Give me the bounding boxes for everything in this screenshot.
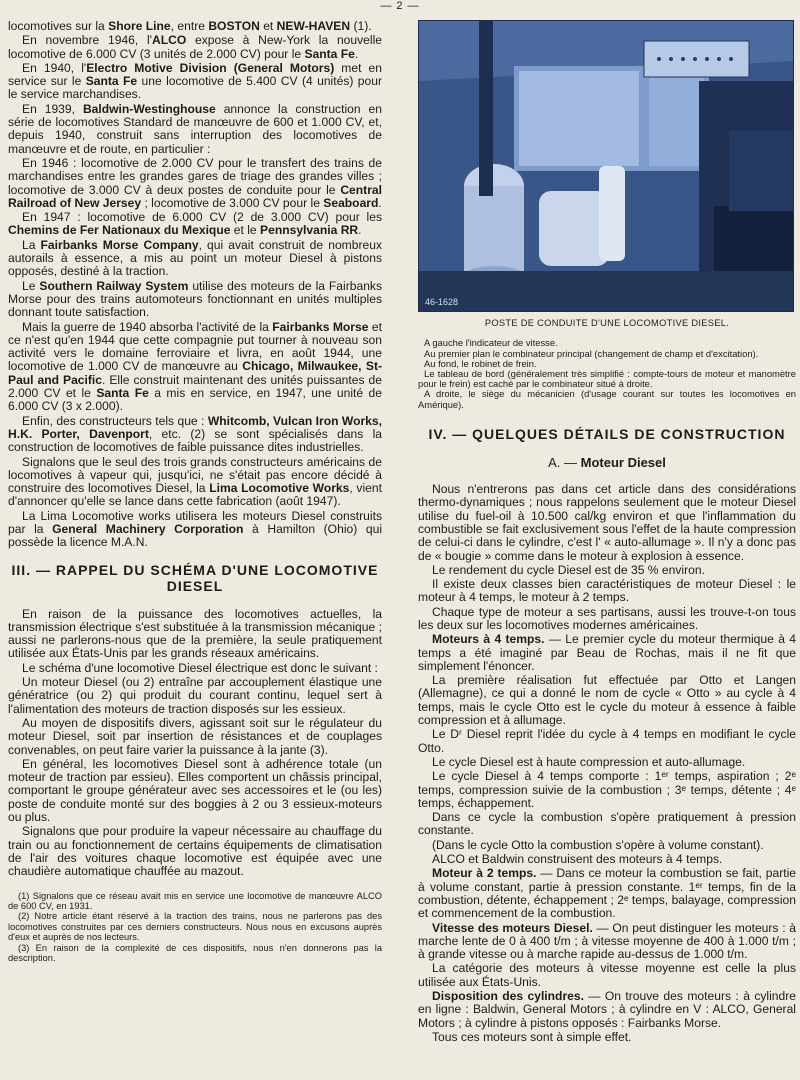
bold-run: Lima Locomotive Works	[209, 481, 350, 496]
caption-note: A droite, le siège du mécanicien (d'usage courant sur toutes les locomotives en Amérique).	[418, 388, 796, 410]
footnote: (1) Signalons que ce réseau avait mis en service une locomotive de manœuvre ALCO de 600 CV, en 1931.	[8, 890, 382, 911]
text-run: — On peut distinguer les moteurs : à marche lente de 0 à 400 t/m ; à vitesse moyenne de 400 à 1.000 t/m ; à grande vitesse ou à marche rapide au-dessus de 1.000 t/m.	[418, 920, 796, 962]
bold-run: Southern Railway System	[39, 278, 189, 293]
text-run: et ce n'est qu'en 1944 que cette compagnie put tourner à nouveau son activité vers le domaine ferroviaire et livra, en août 1944, une locomotive de 1.000 CV de manœuvre au	[8, 319, 382, 374]
paragraph	[8, 34, 382, 61]
text-run: (Dans le cycle Otto la combustion s'opère à volume constant).	[432, 837, 764, 852]
text-run: une locomotive de 5.400 CV (4 unités) pour le service marchandises.	[8, 74, 382, 102]
text-run: — Le premier cycle du moteur thermique à 4 temps a été imaginé par Beau de Rochas, mais il ne fit que simplement l'énoncer.	[418, 632, 797, 673]
paragraph	[8, 157, 382, 210]
text-run: En 1940, l'	[22, 60, 87, 75]
text-run: . Elle construit maintenant des unités puissantes de 2.000 CV et le	[8, 372, 382, 401]
text-run: , etc. (2) se sont spécialisés dans la construction de locomotives de faible puissance dites industrielles.	[8, 426, 383, 455]
section-3-paragraphs	[8, 608, 382, 879]
bold-run: Santa Fe	[304, 46, 355, 61]
right-column	[418, 20, 796, 1045]
text-run: utilise des moteurs de la Fairbanks Morse pour des trains automoteurs fonctionnant en unités multiples donnant toute satisfaction.	[8, 278, 383, 320]
section-3-heading: III. — RAPPEL DU SCHÉMA D'UNE LOCOMOTIVE DIESEL	[11, 561, 379, 594]
text-run: La Lima Locomotive works utilisera les moteurs Diesel construits par la	[8, 508, 382, 536]
text-run: .	[378, 195, 382, 210]
paragraph	[8, 211, 382, 238]
paragraph	[418, 962, 796, 989]
text-run: Au moyen de dispositifs divers, agissant soit sur le régulateur du moteur Diesel, soit par insertion de résistances et de couplages convenables, on peut faire varier la puissance à la jante (3).	[8, 715, 382, 757]
text-run: Signalons que pour produire la vapeur nécessaire au chauffage du train ou au fonctionnement de certains équipements de climatisation de l'air des voitures chaque locomotive est équipée avec une chaudière automatique chauffée au mazout.	[8, 824, 382, 879]
text-run: Dans ce cycle la combustion s'opère pratiquement à pression constante.	[418, 810, 796, 838]
bold-run: ALCO	[151, 33, 187, 48]
text-run: ALCO et Baldwin construisent des moteurs à 4 temps.	[432, 852, 723, 867]
section-4-paragraphs	[418, 483, 796, 1044]
paragraph	[418, 839, 796, 852]
paragraph	[418, 606, 796, 633]
text-run: expose à New-York la nouvelle locomotive de 6.000 CV (3 unités de 2.000 CV) pour le	[8, 33, 382, 61]
bold-run: Central Railroad of New Jersey	[8, 182, 382, 210]
cab-illustration	[419, 21, 793, 311]
subsection-a-prefix: A. —	[548, 454, 578, 470]
paragraph	[8, 825, 382, 878]
text-run: Le schéma d'une locomotive Diesel électrique est donc le suivant :	[22, 660, 378, 675]
paragraph	[418, 728, 796, 755]
text-run: En novembre 1946, l'	[22, 33, 152, 48]
photo-label: 46-1628	[425, 297, 459, 307]
paragraph	[8, 510, 382, 550]
text-run: Enfin, des constructeurs tels que :	[22, 413, 208, 428]
text-run: Nous n'entrerons pas dans cet article dans des considérations thermo-dynamiques ; nous rappelons seulement que le moteur Diesel utilise du fuel-oil à 10.500 cal/kg environ et que l'inflammation du combustible se fait exclusivement sous l'effet de la haute compression de celui-ci dans le cylindre, c'est l' « auto-allumage ». Il n'y a donc pas de « bougie » comme dans le moteur à explosion à essence.	[418, 482, 796, 563]
text-run: Le cycle Diesel est à haute compression et auto-allumage.	[432, 754, 746, 769]
paragraph	[8, 717, 382, 757]
paragraph	[418, 867, 796, 920]
photo-caption: POSTE DE CONDUITE D'UNE LOCOMOTIVE DIESEL.	[484, 318, 730, 328]
paragraph	[418, 770, 796, 810]
bold-run: Seaboard	[323, 195, 379, 210]
caption-note: Au fond, le robinet de frein.	[424, 357, 537, 369]
text-run: (1).	[350, 19, 372, 33]
text-run: à Hamilton (Ohio) qui possède la licence M.A.N.	[8, 521, 382, 550]
bold-run: Santa Fe	[96, 386, 149, 401]
text-run: Un moteur Diesel (ou 2) entraîne par accouplement élastique une génératrice (ou 2) qui produit du courant continu, lequel sert à l'alimentation des moteurs de traction disposés sur les essieux.	[8, 675, 382, 716]
paragraph	[8, 280, 382, 320]
text-run: a mis en service, en 1947, une unité de 6.000 CV (3 x 2.000).	[8, 386, 382, 414]
paragraph	[8, 676, 382, 716]
caption-note: A gauche l'indicateur de vitesse.	[424, 337, 558, 349]
paragraph	[418, 756, 796, 769]
bold-run: Chicago, Milwaukee, St-Paul and Pacific	[8, 359, 382, 387]
bold-run: General Machinery Corporation	[52, 521, 244, 536]
text-run: Le	[22, 278, 40, 293]
text-run: met en service sur le	[8, 60, 382, 89]
paragraph	[8, 239, 382, 279]
paragraph	[418, 674, 796, 727]
page-number: — 2 —	[380, 0, 420, 12]
subsection-a-heading	[418, 456, 796, 469]
text-run: — Dans ce moteur la combustion se fait, partie à volume constant, partie à pression constante. 1ᵉʳ temps, fin de la combustion, détente, échappement ; 2ᵉ temps, balayage, compression et commencement de la combustion.	[418, 866, 796, 921]
paragraph	[418, 811, 796, 838]
locomotive-cab-photo	[418, 20, 794, 312]
text-run: En général, les locomotives Diesel sont à adhérence totale (un moteur de traction par essieu). Elles comportent un châssis principal, comportant le groupe générateur avec ses accessoires et le (ou les) poste de conduite monté sur des boggies à 2 ou 3 essieux-moteurs ou plus.	[8, 756, 382, 825]
paragraph	[418, 578, 796, 605]
paragraph	[418, 483, 796, 563]
paragraph	[8, 608, 382, 661]
paragraph	[8, 103, 382, 156]
footnote: (2) Notre article étant réservé à la traction des trains, nous ne parlerons pas des locomotives construites par ces derniers constructeurs. Nous nous en excusons auprès d'eux et auprès de nos lecteurs.	[8, 911, 382, 943]
bold-run: Electro Motive Division (General Motors)	[86, 60, 335, 75]
text-run: ; locomotive de 3.000 CV pour le	[141, 195, 324, 210]
paragraph	[8, 456, 382, 509]
paragraph	[8, 321, 382, 414]
bold-run: Moteur à 2 temps.	[432, 866, 537, 881]
text-run: et	[259, 19, 277, 33]
bold-run: Santa Fe	[85, 74, 138, 89]
text-run: .	[358, 223, 362, 238]
footnotes	[8, 891, 382, 964]
text-run: Chaque type de moteur a ses partisans, aussi les trouve-t-on tous les deux sur les locomotives modernes américaines.	[418, 604, 796, 632]
text-run: Tous ces moteurs sont à simple effet.	[432, 1029, 632, 1044]
text-run: La première réalisation fut effectuée par Otto et Langen (Allemagne), ce qui a donné le nom de cycle « Otto » au cycle à 4 temps, mais le cycle Otto est le cycle du moteur à essence à faible compression et à allumage.	[418, 673, 796, 728]
bold-run: Moteurs à 4 temps.	[432, 632, 545, 647]
text-run: et le	[230, 223, 261, 238]
bold-run: Disposition des cylindres.	[432, 989, 584, 1003]
bold-run: Vitesse des moteurs Diesel.	[432, 920, 593, 935]
caption-note: Au premier plan le combinateur principal (changement de champ et d'excitation).	[424, 347, 759, 359]
text-run: La catégorie des moteurs à vitesse moyenne est celle la plus utilisée aux États-Unis.	[418, 961, 796, 989]
text-run: Le Dʳ Diesel reprit l'idée du cycle à 4 temps en modifiant le cycle Otto.	[418, 727, 796, 755]
left-column	[8, 20, 382, 963]
text-run: En raison de la puissance des locomotives actuelles, la transmission électrique s'est substituée à la transmission mécanique ; aussi ne parlerons-nous que de la première, la seule pratiquement utilisée aux États-Unis par les grands réseaux américains.	[8, 606, 382, 661]
bold-run: Chemins de Fer Nationaux du Mexique	[8, 223, 231, 238]
paragraph	[8, 415, 382, 455]
text-run: Signalons que le seul des trois grands constructeurs américains de locomotives à vapeur qui, jusqu'ici, ne s'était pas encore décidé à construire des locomotives Diesel, la	[8, 454, 382, 496]
caption-note: Le tableau de bord (généralement très simplifié : compte-tours de moteur et manomètre pour le frein) est caché par le combinateur situé à droite.	[418, 367, 796, 390]
text-run: Mais la guerre de 1940 absorba l'activité de la	[22, 319, 273, 334]
paragraph	[418, 922, 796, 962]
bold-run: Shore Line	[108, 19, 171, 33]
paragraph	[418, 1031, 796, 1044]
bold-run: NEW-HAVEN	[276, 19, 351, 33]
paragraph	[418, 990, 796, 1030]
paragraph	[8, 758, 382, 824]
bold-run: Fairbanks Morse	[272, 319, 369, 334]
text-run: Le cycle Diesel à 4 temps comporte : 1ᵉʳ temps, aspiration ; 2ᵉ temps, compression suivie de la combustion ; 3ᵉ temps, détente ; 4ᵉ temps, échappement.	[418, 769, 796, 810]
paragraph	[418, 564, 796, 577]
text-run: Le rendement du cycle Diesel est de 35 % environ.	[432, 562, 705, 577]
paragraph	[8, 62, 382, 102]
text-run: .	[354, 46, 359, 61]
subsection-a-title: Moteur Diesel	[580, 454, 666, 470]
bold-run: Pennsylvania RR	[260, 223, 359, 238]
text-run: , vient d'annoncer qu'elle se lance dans cette fabrication (août 1947).	[8, 481, 382, 509]
bold-run: Whitcomb, Vulcan Iron Works, H.K. Porter, Davenport	[8, 413, 382, 441]
bold-run: Fairbanks Morse Company	[40, 237, 199, 252]
paragraph	[8, 662, 382, 675]
bold-run: Baldwin-Westinghouse	[82, 101, 216, 116]
text-run: En 1939,	[22, 101, 83, 116]
text-run: annonce la construction en série de locomotives Standard de manœuvre de 600 et 1.000 CV, et, depuis 1940, construit sans interruption des locomotives de manœuvre et de route, en particulier :	[8, 101, 382, 156]
paragraph	[418, 853, 796, 866]
paragraph	[8, 20, 382, 33]
text-run: locomotives sur la	[8, 19, 109, 33]
caption-notes	[418, 338, 796, 409]
intro-paragraphs	[8, 20, 382, 550]
text-run: En 1946 : locomotive de 2.000 CV pour le transfert des trains de marchandises entre les grandes gares de triage des grandes villes ; locomotive de 3.000 CV à deux postes de conduite pour le	[8, 155, 382, 197]
text-run: , qui avait construit de nombreux autorails à essence, a mis au point un moteur Diesel à pistons opposés, destiné à la traction.	[8, 237, 383, 279]
text-run: Il existe deux classes bien caractéristiques de moteur Diesel : le moteur à 4 temps, le moteur à 2 temps.	[418, 577, 796, 605]
section-4-heading: IV. — QUELQUES DÉTAILS DE CONSTRUCTION	[428, 425, 786, 442]
text-run: En 1947 : locomotive de 6.000 CV (2 de 3.000 CV) pour les	[22, 210, 382, 225]
footnote: (3) En raison de la complexité de ces dispositifs, nous n'en donnerons pas la description.	[8, 942, 382, 963]
text-run: — On trouve des moteurs : à cylindre en ligne : Baldwin, General Motors ; à cylindre en V : ALCO, General Motors ; à cylindre à pistons opposés : Fairbanks Morse.	[418, 989, 796, 1030]
paragraph	[418, 633, 796, 673]
text-run: La	[22, 237, 41, 252]
text-run: , entre	[170, 19, 209, 33]
bold-run: BOSTON	[208, 19, 260, 33]
